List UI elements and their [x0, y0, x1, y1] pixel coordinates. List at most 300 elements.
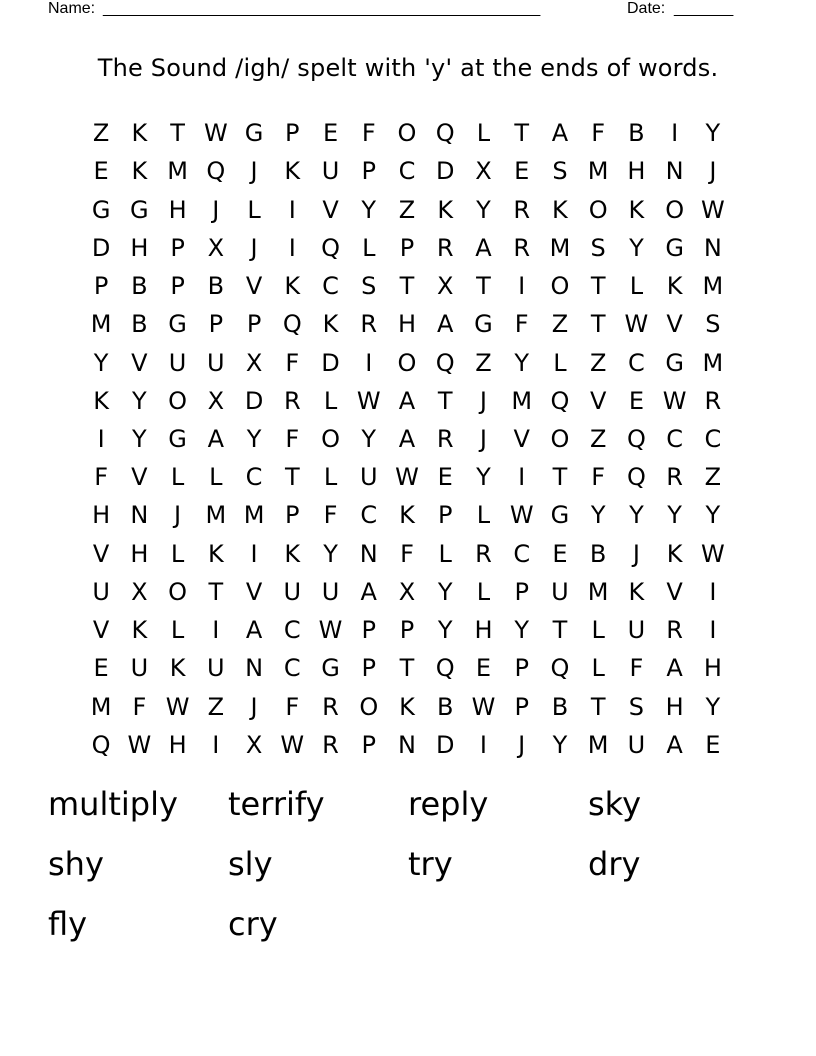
grid-letter[interactable]: Y — [361, 195, 377, 224]
grid-letter[interactable]: F — [400, 539, 414, 568]
grid-letter[interactable]: M — [702, 348, 724, 377]
grid-letter[interactable]: F — [94, 463, 109, 492]
grid-letter[interactable]: A — [666, 730, 683, 759]
grid-letter[interactable]: E — [93, 654, 109, 683]
grid-letter[interactable]: G — [474, 310, 493, 339]
grid-letter[interactable]: W — [701, 195, 725, 224]
grid-letter[interactable]: R — [666, 463, 683, 492]
grid-letter[interactable]: E — [437, 463, 453, 492]
grid-letter[interactable]: C — [628, 348, 645, 377]
grid-letter[interactable]: Y — [132, 386, 147, 415]
grid-letter[interactable]: I — [288, 195, 296, 224]
grid-letter[interactable]: I — [671, 119, 679, 148]
grid-letter[interactable]: I — [212, 616, 220, 645]
grid-letter[interactable]: E — [475, 654, 492, 683]
grid-letter[interactable]: H — [168, 195, 187, 224]
grid-letter[interactable]: K — [131, 119, 148, 148]
grid-letter[interactable]: W — [624, 310, 649, 339]
grid-letter[interactable]: M — [702, 272, 724, 301]
grid-letter[interactable]: W — [165, 692, 190, 721]
grid-letter[interactable]: I — [288, 233, 296, 262]
grid-letter[interactable]: V — [666, 577, 683, 606]
grid-letter[interactable]: U — [130, 654, 149, 683]
grid-letter[interactable]: K — [437, 195, 454, 224]
grid-letter[interactable]: B — [551, 692, 569, 721]
grid-letter[interactable]: Z — [589, 348, 607, 377]
grid-letter[interactable]: J — [250, 692, 258, 721]
grid-letter[interactable]: V — [245, 272, 263, 301]
grid-letter[interactable]: J — [518, 730, 526, 759]
grid-letter[interactable]: C — [704, 424, 722, 453]
grid-letter[interactable]: T — [590, 692, 606, 721]
grid-letter[interactable]: O — [550, 424, 570, 453]
grid-letter[interactable]: Z — [92, 119, 110, 148]
grid-letter[interactable]: K — [93, 386, 109, 415]
grid-letter[interactable]: T — [514, 119, 530, 148]
grid-letter[interactable]: J — [250, 233, 258, 262]
grid-letter[interactable]: K — [628, 577, 645, 606]
grid-letter[interactable]: Z — [207, 692, 225, 721]
grid-letter[interactable]: O — [588, 195, 608, 224]
grid-letter[interactable]: T — [552, 463, 568, 492]
grid-letter[interactable]: H — [130, 233, 149, 262]
grid-letter[interactable]: L — [170, 463, 185, 492]
grid-letter[interactable]: Y — [476, 195, 491, 224]
grid-letter[interactable]: H — [703, 654, 722, 683]
grid-letter[interactable]: M — [587, 730, 609, 759]
grid-letter[interactable]: G — [91, 195, 111, 224]
grid-letter[interactable]: I — [250, 539, 258, 568]
word-list-item: try — [408, 845, 453, 883]
grid-letter[interactable]: Y — [667, 501, 682, 530]
grid-letter[interactable]: Q — [435, 119, 455, 148]
grid-letter[interactable]: I — [479, 730, 487, 759]
grid-letter[interactable]: K — [131, 157, 148, 186]
grid-letter[interactable]: W — [509, 501, 534, 530]
grid-letter[interactable]: Q — [435, 348, 455, 377]
grid-letter[interactable]: N — [703, 233, 722, 262]
grid-letter[interactable]: G — [130, 195, 149, 224]
grid-letter[interactable]: X — [245, 348, 263, 377]
grid-letter[interactable]: M — [90, 310, 112, 339]
grid-letter[interactable]: K — [628, 195, 645, 224]
grid-letter[interactable]: Q — [550, 386, 570, 415]
grid-letter[interactable]: K — [131, 616, 148, 645]
grid-letter[interactable]: O — [550, 272, 570, 301]
grid-letter[interactable]: K — [284, 157, 301, 186]
grid-letter[interactable]: Q — [321, 233, 340, 262]
grid-letter[interactable]: V — [513, 424, 530, 453]
grid-letter[interactable]: Q — [550, 654, 570, 683]
grid-letter[interactable]: D — [91, 233, 111, 262]
name-label: Name: — [48, 0, 96, 17]
grid-letter[interactable]: L — [438, 539, 452, 568]
grid-letter[interactable]: V — [92, 539, 110, 568]
grid-letter[interactable]: S — [590, 233, 606, 262]
grid-letter[interactable]: P — [514, 692, 529, 721]
grid-letter[interactable]: C — [398, 157, 416, 186]
grid-letter[interactable]: L — [323, 386, 338, 415]
grid-letter[interactable]: W — [127, 730, 152, 759]
grid-letter[interactable]: U — [321, 577, 340, 606]
grid-letter[interactable]: C — [245, 463, 263, 492]
grid-letter[interactable]: K — [399, 501, 415, 530]
grid-letter[interactable]: O — [397, 348, 417, 377]
grid-letter[interactable]: R — [513, 195, 531, 224]
grid-letter[interactable]: E — [322, 119, 339, 148]
grid-letter[interactable]: B — [131, 272, 148, 301]
grid-letter[interactable]: Y — [514, 616, 530, 645]
grid-letter[interactable]: N — [665, 157, 684, 186]
grid-letter[interactable]: Y — [629, 233, 644, 262]
grid-letter[interactable]: E — [628, 386, 644, 415]
grid-letter[interactable]: Q — [206, 157, 226, 186]
grid-letter[interactable]: W — [356, 386, 381, 415]
grid-letter[interactable]: A — [398, 424, 416, 453]
grid-letter[interactable]: L — [629, 272, 644, 301]
grid-letter[interactable]: Y — [590, 501, 606, 530]
grid-letter[interactable]: M — [549, 233, 571, 262]
grid-letter[interactable]: W — [203, 119, 228, 148]
grid-letter[interactable]: H — [168, 730, 187, 759]
grid-letter[interactable]: K — [169, 654, 186, 683]
grid-letter[interactable]: O — [359, 692, 379, 721]
grid-letter[interactable]: S — [705, 310, 721, 339]
grid-letter[interactable]: J — [479, 386, 487, 415]
grid-letter[interactable]: G — [168, 310, 187, 339]
grid-letter[interactable]: K — [399, 692, 415, 721]
grid-letter[interactable]: U — [551, 577, 569, 606]
grid-letter[interactable]: T — [284, 463, 300, 492]
grid-letter[interactable]: R — [436, 424, 454, 453]
grid-letter[interactable]: I — [709, 616, 717, 645]
grid-letter[interactable]: Z — [589, 424, 607, 453]
grid-letter[interactable]: V — [245, 577, 263, 606]
grid-letter[interactable]: B — [207, 272, 225, 301]
page-title: The Sound /igh/ spelt with 'y' at the ends of words. — [97, 54, 719, 82]
grid-letter[interactable]: I — [518, 272, 526, 301]
grid-letter[interactable]: M — [167, 157, 188, 186]
grid-letter[interactable]: Y — [93, 348, 109, 377]
grid-letter[interactable]: T — [590, 272, 606, 301]
grid-letter[interactable]: U — [359, 463, 378, 492]
grid-letter[interactable]: R — [322, 730, 339, 759]
grid-letter[interactable]: U — [92, 577, 110, 606]
grid-letter[interactable]: M — [90, 692, 112, 721]
grid-letter[interactable]: Z — [551, 310, 569, 339]
grid-letter[interactable]: C — [666, 424, 684, 453]
grid-letter[interactable]: V — [131, 348, 148, 377]
grid-letter[interactable]: Y — [705, 119, 721, 148]
grid-letter[interactable]: X — [437, 272, 454, 301]
grid-letter[interactable]: Y — [514, 348, 530, 377]
grid-letter[interactable]: T — [552, 616, 568, 645]
grid-letter[interactable]: H — [397, 310, 417, 339]
grid-letter[interactable]: M — [587, 157, 609, 186]
grid-letter[interactable]: Q — [91, 730, 111, 759]
grid-letter[interactable]: M — [587, 577, 609, 606]
grid-letter[interactable]: U — [283, 577, 302, 606]
grid-letter[interactable]: M — [243, 501, 265, 530]
grid-letter[interactable]: I — [518, 463, 526, 492]
grid-letter[interactable]: H — [92, 501, 111, 530]
grid-letter[interactable]: G — [321, 654, 340, 683]
grid-letter[interactable]: P — [361, 157, 376, 186]
grid-letter[interactable]: I — [365, 348, 373, 377]
grid-letter[interactable]: R — [436, 233, 454, 262]
grid-letter[interactable]: D — [244, 386, 264, 415]
grid-letter[interactable]: H — [665, 692, 684, 721]
grid-letter[interactable]: Q — [626, 424, 646, 453]
grid-letter[interactable]: S — [552, 157, 568, 186]
grid-letter[interactable]: P — [437, 501, 453, 530]
grid-letter[interactable]: R — [360, 310, 378, 339]
grid-letter[interactable]: T — [399, 654, 415, 683]
grid-letter[interactable]: F — [285, 424, 300, 453]
grid-letter[interactable]: P — [514, 654, 529, 683]
grid-letter[interactable]: J — [174, 501, 182, 530]
grid-letter[interactable]: O — [397, 119, 417, 148]
grid-letter[interactable]: T — [437, 386, 453, 415]
word-list-item: shy — [48, 845, 104, 883]
grid-letter[interactable]: L — [591, 654, 605, 683]
grid-letter[interactable]: A — [360, 577, 377, 606]
grid-letter[interactable]: F — [629, 654, 644, 683]
grid-letter[interactable]: O — [168, 577, 188, 606]
grid-letter[interactable]: N — [398, 730, 416, 759]
grid-letter[interactable]: I — [212, 730, 220, 759]
word-list-item: cry — [228, 905, 278, 943]
grid-letter[interactable]: L — [476, 501, 491, 530]
grid-letter[interactable]: N — [245, 654, 264, 683]
grid-letter[interactable]: E — [93, 157, 109, 186]
grid-letter[interactable]: Q — [626, 463, 646, 492]
grid-letter[interactable]: U — [627, 616, 646, 645]
grid-letter[interactable]: H — [474, 616, 493, 645]
grid-letter[interactable]: A — [398, 386, 416, 415]
grid-letter[interactable]: W — [318, 616, 343, 645]
grid-letter[interactable]: A — [666, 654, 683, 683]
grid-letter[interactable]: Y — [476, 463, 491, 492]
grid-letter[interactable]: F — [591, 463, 606, 492]
grid-letter[interactable]: P — [93, 272, 109, 301]
grid-letter[interactable]: W — [280, 730, 305, 759]
grid-letter[interactable]: L — [476, 119, 491, 148]
grid-letter[interactable]: R — [704, 386, 722, 415]
grid-letter[interactable]: D — [435, 157, 455, 186]
grid-letter[interactable]: P — [514, 577, 529, 606]
grid-letter[interactable]: V — [131, 463, 148, 492]
grid-letter[interactable]: Q — [435, 654, 455, 683]
grid-letter[interactable]: Z — [398, 195, 416, 224]
grid-letter[interactable]: H — [627, 157, 646, 186]
grid-letter[interactable]: P — [285, 501, 300, 530]
grid-letter[interactable]: G — [550, 501, 570, 530]
grid-letter[interactable]: L — [209, 463, 223, 492]
grid-letter[interactable]: K — [552, 195, 568, 224]
grid-letter[interactable]: Z — [475, 348, 492, 377]
grid-letter[interactable]: J — [632, 539, 640, 568]
grid-letter[interactable]: J — [250, 157, 258, 186]
grid-letter[interactable]: P — [361, 616, 376, 645]
name-field[interactable]: ____________________________________________________ — [103, 0, 540, 17]
grid-letter[interactable]: C — [513, 539, 531, 568]
grid-letter[interactable]: U — [207, 348, 225, 377]
grid-letter[interactable]: K — [284, 272, 301, 301]
grid-letter[interactable]: P — [361, 730, 376, 759]
grid-letter[interactable]: W — [701, 539, 725, 568]
grid-letter[interactable]: U — [627, 730, 646, 759]
grid-letter[interactable]: T — [399, 272, 415, 301]
date-field[interactable]: _______ — [674, 0, 733, 17]
grid-letter[interactable]: K — [322, 310, 339, 339]
grid-letter[interactable]: T — [476, 272, 491, 301]
grid-letter[interactable]: Y — [361, 424, 377, 453]
grid-letter[interactable]: Y — [246, 424, 262, 453]
grid-letter[interactable]: E — [552, 539, 568, 568]
grid-letter[interactable]: F — [285, 692, 300, 721]
grid-letter[interactable]: G — [665, 348, 684, 377]
grid-letter[interactable]: X — [398, 577, 416, 606]
grid-letter[interactable]: C — [322, 272, 339, 301]
grid-letter[interactable]: V — [322, 195, 339, 224]
grid-letter[interactable]: W — [662, 386, 687, 415]
grid-letter[interactable]: T — [590, 310, 606, 339]
grid-letter[interactable]: P — [170, 272, 185, 301]
grid-letter[interactable]: I — [97, 424, 105, 453]
grid-letter[interactable]: L — [323, 463, 338, 492]
grid-letter[interactable]: P — [246, 310, 262, 339]
grid-letter[interactable]: P — [285, 119, 300, 148]
grid-letter[interactable]: F — [323, 501, 338, 530]
grid-letter[interactable]: F — [132, 692, 147, 721]
grid-letter[interactable]: J — [212, 195, 220, 224]
grid-letter[interactable]: K — [666, 539, 683, 568]
grid-letter[interactable]: L — [170, 539, 185, 568]
grid-letter[interactable]: J — [709, 157, 717, 186]
grid-letter[interactable]: U — [168, 348, 187, 377]
grid-letter[interactable]: Y — [552, 730, 568, 759]
grid-letter[interactable]: L — [362, 233, 376, 262]
grid-letter[interactable]: Y — [705, 692, 721, 721]
grid-letter[interactable]: Y — [629, 501, 644, 530]
grid-letter[interactable]: B — [131, 310, 148, 339]
grid-letter[interactable]: P — [208, 310, 224, 339]
grid-letter[interactable]: L — [247, 195, 261, 224]
grid-letter[interactable]: U — [321, 157, 340, 186]
grid-letter[interactable]: M — [205, 501, 227, 530]
grid-letter[interactable]: B — [628, 119, 645, 148]
grid-letter[interactable]: R — [322, 692, 339, 721]
grid-letter[interactable]: U — [207, 654, 225, 683]
grid-letter[interactable]: T — [208, 577, 224, 606]
grid-letter[interactable]: K — [666, 272, 683, 301]
grid-letter[interactable]: X — [207, 386, 225, 415]
grid-letter[interactable]: X — [131, 577, 148, 606]
grid-letter[interactable]: R — [475, 539, 492, 568]
grid-letter[interactable]: M — [511, 386, 533, 415]
grid-letter[interactable]: D — [321, 348, 340, 377]
grid-letter[interactable]: F — [514, 310, 529, 339]
grid-letter[interactable]: B — [589, 539, 607, 568]
grid-letter[interactable]: P — [170, 233, 185, 262]
grid-letter[interactable]: R — [513, 233, 531, 262]
grid-letter[interactable]: C — [283, 654, 301, 683]
grid-letter[interactable]: C — [360, 501, 378, 530]
word-list-item: sly — [228, 845, 273, 883]
grid-letter[interactable]: G — [168, 424, 187, 453]
grid-letter[interactable]: Y — [705, 501, 721, 530]
grid-letter[interactable]: N — [130, 501, 149, 530]
grid-letter[interactable]: K — [284, 539, 301, 568]
grid-letter[interactable]: A — [475, 233, 492, 262]
grid-letter[interactable]: D — [435, 730, 455, 759]
grid-letter[interactable]: S — [361, 272, 377, 301]
grid-letter[interactable]: B — [436, 692, 454, 721]
grid-letter[interactable]: Z — [704, 463, 722, 492]
grid-letter[interactable]: V — [666, 310, 683, 339]
grid-letter[interactable]: Y — [132, 424, 147, 453]
grid-letter[interactable]: A — [245, 616, 263, 645]
grid-letter[interactable]: X — [475, 157, 492, 186]
grid-letter[interactable]: A — [207, 424, 225, 453]
word-list-item: dry — [588, 845, 641, 883]
grid-letter[interactable]: X — [245, 730, 263, 759]
grid-letter[interactable]: L — [553, 348, 567, 377]
grid-letter[interactable]: Y — [323, 539, 338, 568]
grid-letter[interactable]: N — [359, 539, 378, 568]
grid-letter[interactable]: A — [551, 119, 569, 148]
grid-letter[interactable]: G — [244, 119, 264, 148]
grid-letter[interactable]: R — [666, 616, 683, 645]
grid-letter[interactable]: O — [665, 195, 685, 224]
grid-letter[interactable]: P — [399, 233, 415, 262]
word-list — [48, 776, 768, 956]
grid-letter[interactable]: V — [92, 616, 110, 645]
grid-letter[interactable]: C — [283, 616, 301, 645]
grid-letter[interactable]: F — [591, 119, 606, 148]
grid-letter[interactable]: Y — [437, 577, 453, 606]
grid-letter[interactable]: E — [705, 730, 721, 759]
grid-letter[interactable]: P — [399, 616, 415, 645]
grid-letter[interactable]: L — [591, 616, 605, 645]
word-list-item: fly — [48, 905, 88, 943]
grid-letter[interactable]: X — [207, 233, 225, 262]
grid-letter[interactable]: E — [514, 157, 530, 186]
grid-letter[interactable]: T — [170, 119, 185, 148]
grid-letter[interactable]: O — [168, 386, 188, 415]
grid-letter[interactable]: V — [589, 386, 607, 415]
grid-letter[interactable]: O — [321, 424, 340, 453]
grid-letter[interactable]: G — [665, 233, 684, 262]
grid-letter[interactable]: F — [361, 119, 376, 148]
grid-letter[interactable]: P — [361, 654, 376, 683]
grid-letter[interactable]: L — [476, 577, 491, 606]
grid-letter[interactable]: H — [130, 539, 149, 568]
grid-letter[interactable]: J — [479, 424, 487, 453]
grid-letter[interactable]: W — [395, 463, 419, 492]
grid-letter[interactable]: Y — [437, 616, 453, 645]
grid-letter[interactable]: Q — [282, 310, 302, 339]
grid-letter[interactable]: I — [709, 577, 717, 606]
grid-letter[interactable]: F — [285, 348, 300, 377]
grid-letter[interactable]: R — [283, 386, 301, 415]
grid-letter[interactable]: S — [628, 692, 645, 721]
grid-letter[interactable]: A — [437, 310, 454, 339]
grid-letter[interactable]: L — [170, 616, 185, 645]
grid-letter[interactable]: K — [207, 539, 224, 568]
grid-letter[interactable]: W — [471, 692, 496, 721]
